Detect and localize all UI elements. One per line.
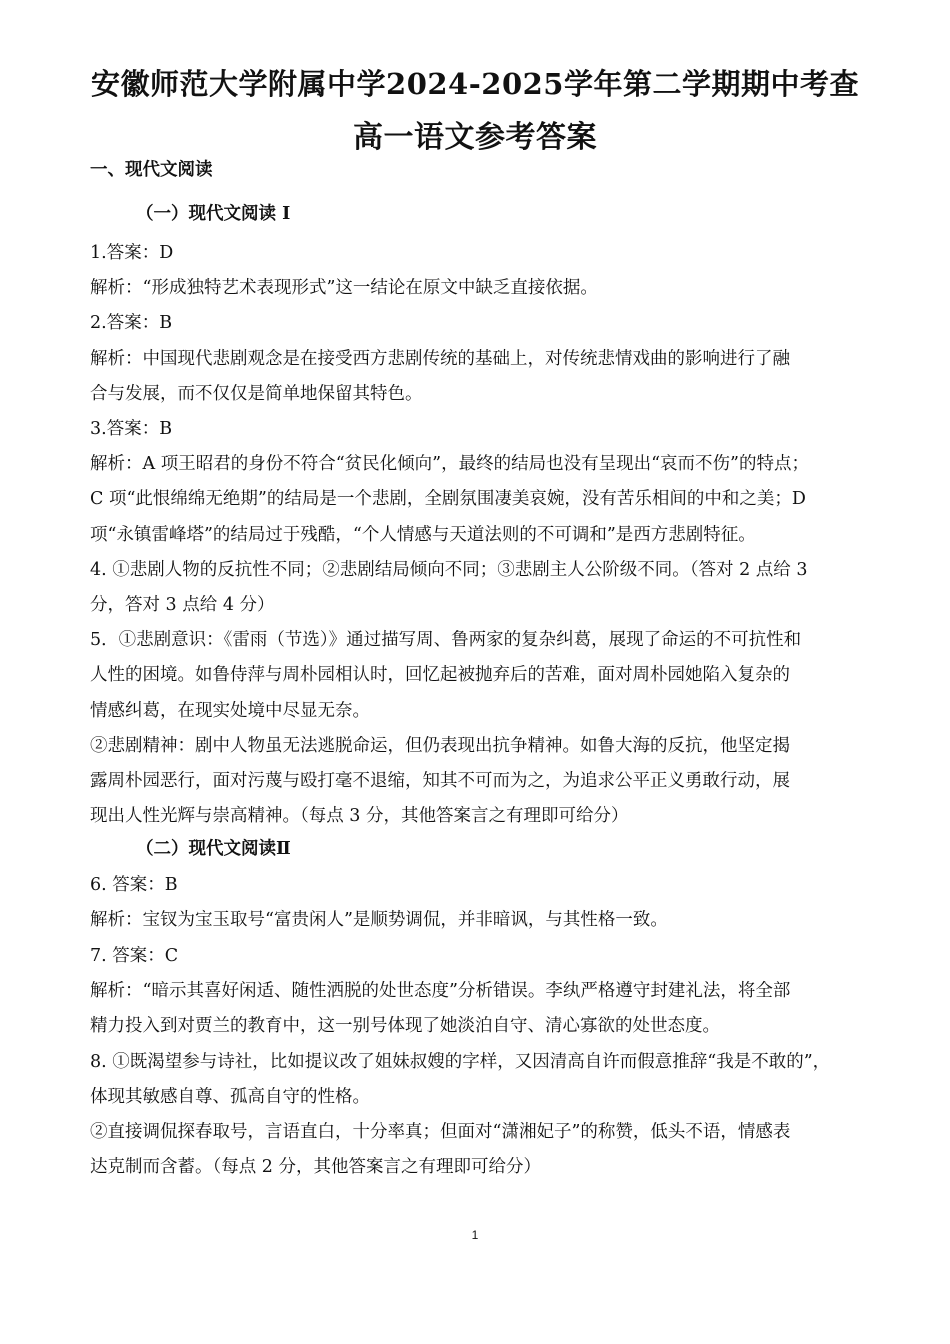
answer-line: 7. 答案：C [90,945,179,966]
page-number: 1 [471,1228,479,1242]
answer-line: ②直接调侃探春取号，言语直白，十分率真；但面对“潇湘妃子”的称赞，低头不语，情感表 [90,1122,791,1143]
section-heading-modern-reading: 一、现代文阅读 [90,160,213,180]
answer-line: 1.答案：D [90,243,174,263]
answer-line: 人性的困境。如鲁侍萍与周朴园相认时，回忆起被抛弃后的苦难，面对周朴园她陷入复杂的 [90,665,790,686]
answer-line: 解析：中国现代悲剧观念是在接受西方悲剧传统的基础上，对传统悲情戏曲的影响进行了融 [90,348,790,369]
answer-line: 项“永镇雷峰塔”的结局过于残酷，“个人情感与天道法则的不可调和”是西方悲剧特征。 [90,524,756,545]
answer-line: 分，答对 3 点给 4 分） [90,595,275,615]
answer-line: 解析：“暗示其喜好闲适、随性洒脱的处世态度”分析错误。李纨严格遵守封建礼法，将全部 [90,980,791,1001]
answer-line: 体现其敏感自尊、孤高自守的性格。 [90,1086,370,1107]
subsection-heading-reading-1: （一）现代文阅读 I [136,204,291,224]
answer-line: 解析：宝钗为宝玉取号“富贵闲人”是顺势调侃，并非暗讽，与其性格一致。 [90,910,668,931]
answer-line: 解析：“形成独特艺术表现形式”这一结论在原文中缺乏直接依据。 [90,278,598,299]
answer-line: 5．①悲剧意识：《雷雨（节选）》通过描写周、鲁两家的复杂纠葛，展现了命运的不可抗性和 [90,630,802,651]
answer-line: 达克制而含蓄。（每点 2 分，其他答案言之有理即可给分） [90,1157,542,1178]
answer-line: C 项“此恨绵绵无绝期”的结局是一个悲剧，全剧氛围凄美哀婉，没有苦乐相间的中和之美；D [90,489,806,510]
subsection-heading-reading-2: （二）现代文阅读Ⅱ [136,839,291,859]
answer-line: 合与发展，而不仅仅是简单地保留其特色。 [90,383,423,404]
answer-line: 6. 答案：B [90,875,178,895]
answer-line: 露周朴园恶行，面对污蔑与殴打毫不退缩，知其不可而为之，为追求公平正义勇敢行动，展 [90,771,790,791]
answer-line: 3.答案：B [90,419,173,439]
answer-line: 情感纠葛，在现实处境中尽显无奈。 [90,700,370,721]
answer-line: ②悲剧精神：剧中人物虽无法逃脱命运，但仍表现出抗争精神。如鲁大海的反抗，他坚定揭 [90,735,790,756]
answer-line: 2.答案：B [90,313,173,334]
answer-line: 4. ①悲剧人物的反抗性不同；②悲剧结局倾向不同；③悲剧主人公阶级不同。（答对 2 点给 3 [90,559,808,580]
answer-line: 8. ①既渴望参与诗社，比如提议改了姐妹叔嫂的字样，又因清高自许而假意推辞“我是不敢的”， [90,1051,831,1072]
answer-line: 精力投入到对贾兰的教育中，这一别号体现了她淡泊自守、清心寡欲的处世态度。 [90,1016,720,1037]
answer-line: 现出人性光辉与崇高精神。（每点 3 分，其他答案言之有理即可给分） [90,806,629,827]
answer-line: 解析：A 项王昭君的身份不符合“贫民化倾向”，最终的结局也没有呈现出“哀而不伤”的特点； [90,454,809,475]
document-title: 安徽师范大学附属中学2024-2025学年第二学期期中考查 [91,67,859,101]
document-subtitle: 高一语文参考答案 [353,120,597,155]
